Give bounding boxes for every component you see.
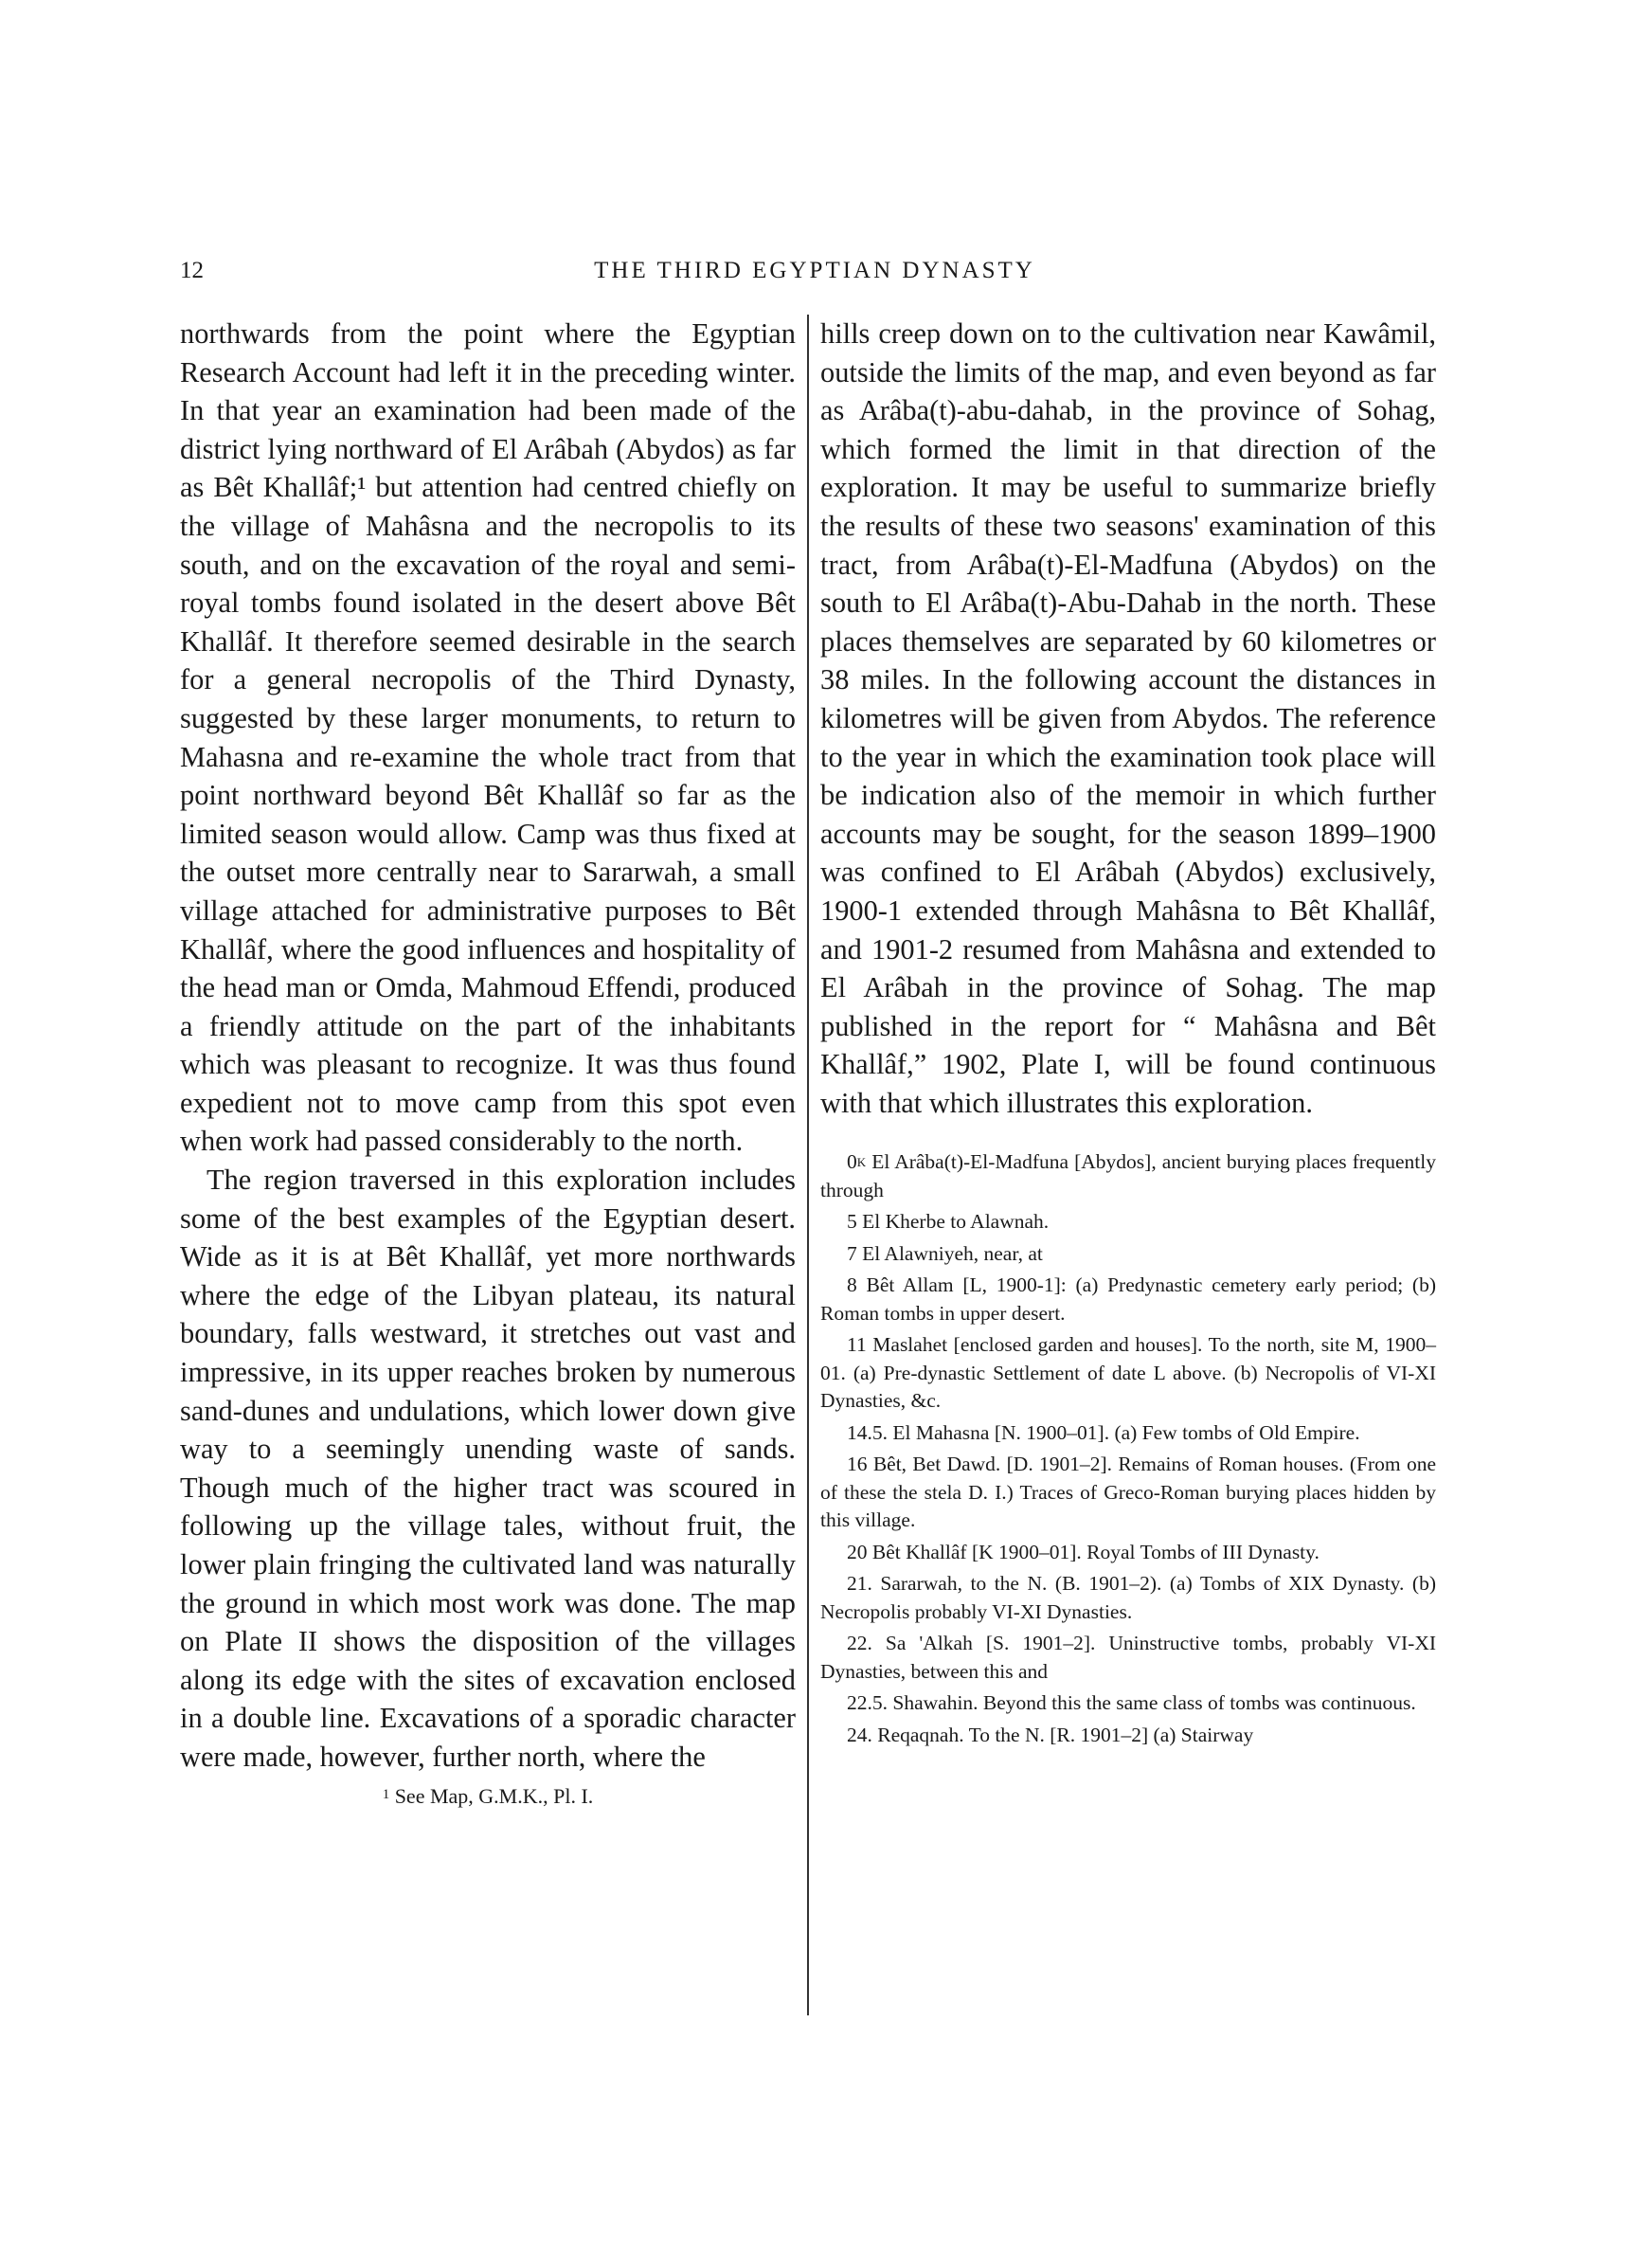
left-column — [180, 315, 796, 1811]
list-item: 16 Bêt, Bet Dawd. [D. 1901–2]. Remains of Roman houses. (From one of these the stela D. I.) Traces of Greco-Roman burying places hidden by this village. — [820, 1453, 1436, 1532]
list-item: 7 El Alawniyeh, near, at — [847, 1241, 1043, 1265]
paragraph: northwards from the point where the Egyptian Research Account had left it in the preceding winter. In that year an examination had been made of the district lying northward of El Arâbah (Abydos) as far as Bêt Khallâf;¹ but attention had centred chiefly on the village of Mahâsna and the necropolis to its south, and on the excavation of the royal and semi-royal tombs found isolated in the desert above Bêt Khallâf. It therefore seemed desirable in the search for a general necropolis of the Third Dynasty, suggested by these larger monuments, to return to Mahasna and re-examine the whole tract from that point northward beyond Bêt Khallâf so far as the limited season would allow. Camp was thus fixed at the outset more centrally near to Sararwah, a small village attached for administrative purposes to Bêt Khallâf, where the good influences and hospitality of the head man or Omda, Mahmoud Effendi, produced a friendly attitude on the part of the inhabitants which was pleasant to recognize. It was thus found expedient not to move camp from this spot even when work had passed considerably to the north. — [180, 317, 796, 1158]
right-column — [820, 315, 1436, 1753]
list-item: 5 El Kherbe to Alawnah. — [847, 1210, 1050, 1234]
page-header — [180, 258, 1449, 296]
footnote-text: See Map, G.M.K., Pl. I. — [394, 1783, 594, 1808]
running-title: THE THIRD EGYPTIAN DYNASTY — [594, 258, 1035, 283]
list-item: 22.5. Shawahin. Beyond this the same class of tombs was continuous. — [847, 1691, 1416, 1715]
list-item: 22. Sa 'Alkah [S. 1901–2]. Uninstructive tombs, probably VI-XI Dynasties, between this and — [820, 1632, 1436, 1683]
footnote — [180, 1782, 796, 1811]
column-divider — [807, 315, 809, 2015]
distance-list — [820, 1148, 1436, 1749]
list-item: 14.5. El Mahasna [N. 1900–01]. (a) Few tombs of Old Empire. — [847, 1420, 1360, 1444]
list-item: 11 Maslahet [enclosed garden and houses]. To the north, site M, 1900–01. (a) Pre-dynastic Settlement of date L above. (b) Necropolis of VI-XI Dynasties, &c. — [820, 1333, 1436, 1413]
list-item: 21. Sararwah, to the N. (B. 1901–2). (a) Tombs of XIX Dynasty. (b) Necropolis probably VI-XI Dynasties. — [820, 1572, 1436, 1623]
list-item: 24. Reqaqnah. To the N. [R. 1901–2] (a) Stairway — [847, 1723, 1254, 1746]
footnote-marker: 1 — [382, 1786, 390, 1802]
list-item: $0^K$ El Arâba(t)-El-Madfuna [Abydos], ancient burying places frequently through — [820, 1150, 1436, 1201]
list-item: 20 Bêt Khallâf [K 1900–01]. Royal Tombs of III Dynasty. — [847, 1540, 1320, 1563]
paragraph: hills creep down on to the cultivation near Kawâmil, outside the limits of the map, and even beyond as far as Arâba(t)-abu-dahab, in the province of Sohag, which formed the limit in that direction of the exploration. It may be useful to summarize briefly the results of these two seasons' examination of this tract, from Arâba(t)-El-Madfuna (Abydos) on the south to El Arâba(t)-Abu-Dahab in the north. These places themselves are separated by 60 kilometres or 38 miles. In the following account the distances in kilometres will be given from Abydos. The reference to the year in which the examination took place will be indication also of the memoir in which further accounts may be sought, for the season 1899–1900 was confined to El Arâbah (Abydos) exclusively, 1900-1 extended through Mahâsna to Bêt Khallâf, and 1901-2 resumed from Mahâsna and extended to El Arâbah in the province of Sohag. The map published in the report for “ Mahâsna and Bêt Khallâf,” 1902, Plate I, will be found continuous with that which illustrates this exploration. — [820, 317, 1436, 1119]
list-item: 8 Bêt Allam [L, 1900-1]: (a) Predynastic cemetery early period; (b) Roman tombs in upper desert. — [820, 1273, 1436, 1325]
paragraph: The region traversed in this exploration includes some of the best examples of the Egyptian desert. Wide as it is at Bêt Khallâf, yet more northwards where the edge of the Libyan plateau, its natural boundary, falls westward, it stretches out vast and impressive, in its upper reaches broken by numerous sand-dunes and undulations, which lower down give way to a seemingly unending waste of sands. Though much of the higher tract was scoured in following up the village tales, without fruit, the lower plain fringing the cultivated land was naturally the ground in which most work was done. The map on Plate II shows the disposition of the villages along its edge with the sites of excavation enclosed in a double line. Excavations of a sporadic character were made, however, further north, where the — [180, 1164, 796, 1773]
page-number: 12 — [180, 258, 204, 283]
